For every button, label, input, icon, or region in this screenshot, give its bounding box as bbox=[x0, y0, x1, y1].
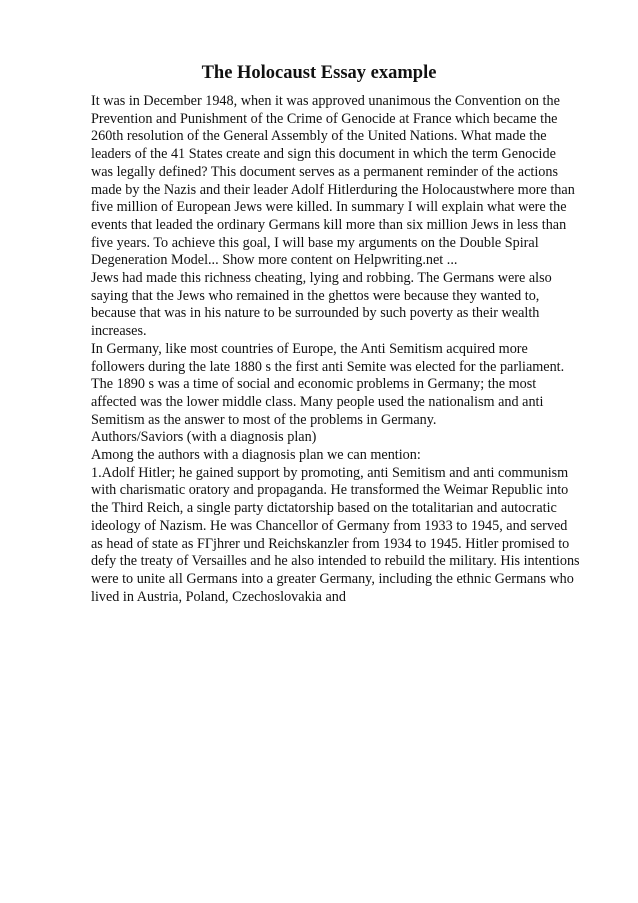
text-line: followers during the late 1880 s the first anti Semite was elected for the parliament. bbox=[91, 358, 565, 375]
text-line: defy the treaty of Versailles and he also intended to rebuild the military. His intentions bbox=[91, 553, 580, 570]
text-line: ideology of Nazism. He was Chancellor of Germany from 1933 to 1945, and served bbox=[91, 517, 568, 534]
text-line: as head of state as FГјhrer und Reichskanzler from 1934 to 1945. Hitler promised to bbox=[91, 535, 570, 552]
text-line: the Third Reich, a single party dictatorship based on the totalitarian and autocratic bbox=[91, 500, 557, 517]
essay-body bbox=[91, 93, 603, 606]
text-line: with charismatic oratory and propaganda. He transformed the Weimar Republic into bbox=[91, 482, 569, 499]
text-line: made by the Nazis and their leader Adolf Hitlerduring the Holocaustwhere more than bbox=[91, 181, 575, 198]
text-line: Semitism as the answer to most of the problems in Germany. bbox=[91, 411, 437, 428]
text-line: Authors/Saviors (with a diagnosis plan) bbox=[91, 429, 317, 446]
text-line: because that was in his nature to be surrounded by such poverty as their wealth bbox=[91, 305, 540, 322]
text-line: In Germany, like most countries of Europe, the Anti Semitism acquired more bbox=[91, 340, 528, 357]
text-line: Prevention and Punishment of the Crime of Genocide at France which became the bbox=[91, 110, 558, 127]
text-line: events that leaded the ordinary Germans kill more than six million Jews in less than bbox=[91, 216, 567, 233]
text-line: was legally defined? This document serves as a permanent reminder of the actions bbox=[91, 163, 558, 180]
text-line: lived in Austria, Poland, Czechoslovakia and bbox=[91, 588, 346, 605]
text-line: were to unite all Germans into a greater Germany, including the ethnic Germans who bbox=[91, 570, 574, 587]
text-line: Among the authors with a diagnosis plan we can mention: bbox=[91, 447, 421, 464]
text-line: Degeneration Model... Show more content on Helpwriting.net ... bbox=[91, 252, 458, 269]
text-line: saying that the Jews who remained in the ghettos were because they wanted to, bbox=[91, 287, 540, 304]
text-line: five million of European Jews were killed. In summary I will explain what were the bbox=[91, 199, 567, 216]
text-line: 1.Adolf Hitler; he gained support by promoting, anti Semitism and anti communism bbox=[91, 464, 569, 481]
text-line: It was in December 1948, when it was approved unanimous the Convention on the bbox=[91, 93, 560, 109]
text-line: The 1890 s was a time of social and economic problems in Germany; the most bbox=[91, 376, 537, 393]
text-line: five years. To achieve this goal, I will base my arguments on the Double Spiral bbox=[91, 234, 539, 251]
text-line: increases. bbox=[91, 323, 147, 340]
document-title: The Holocaust Essay example bbox=[201, 63, 437, 83]
text-line: leaders of the 41 States create and sign this document in which the term Genocide bbox=[91, 146, 556, 163]
text-line: 260th resolution of the General Assembly of the United Nations. What made the bbox=[91, 128, 547, 145]
text-line: Jews had made this richness cheating, lying and robbing. The Germans were also bbox=[91, 270, 552, 287]
text-line: affected was the lower middle class. Many people used the nationalism and anti bbox=[91, 393, 544, 410]
